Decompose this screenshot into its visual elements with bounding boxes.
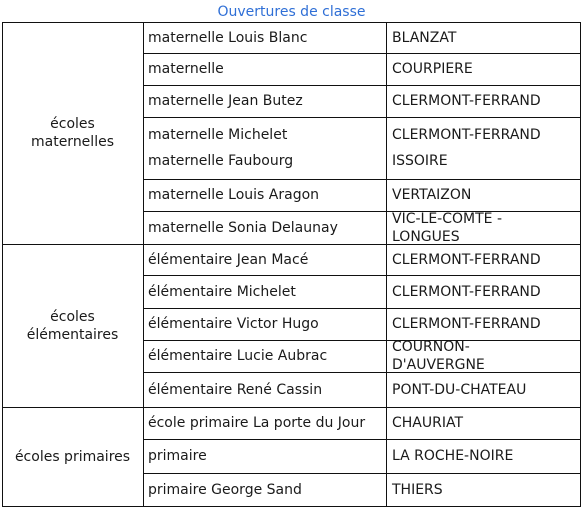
city-name: CLERMONT-FERRAND xyxy=(392,283,541,300)
table-border-top xyxy=(2,22,581,23)
row-divider xyxy=(143,340,581,341)
category-label: écoles xyxy=(50,116,95,132)
city-name: LONGUES xyxy=(392,228,460,245)
school-name: maternelle Louis Aragon xyxy=(148,187,320,203)
row-divider xyxy=(143,53,581,54)
group-divider xyxy=(2,244,581,245)
city-name: VERTAIZON xyxy=(392,187,472,203)
school-name: élémentaire Victor Hugo xyxy=(148,316,319,332)
city-name: CLERMONT-FERRAND xyxy=(392,251,541,268)
school-name: élémentaire Michelet xyxy=(148,283,296,300)
column-divider-2 xyxy=(386,22,387,506)
city-name: THIERS xyxy=(392,481,443,498)
category-label: élémentaires xyxy=(26,326,119,343)
school-name: maternelle Michelet xyxy=(148,127,288,143)
table-title: Ouvertures de classe xyxy=(217,4,366,20)
school-name: élémentaire Jean Macé xyxy=(148,251,309,268)
school-name: maternelle xyxy=(148,61,224,77)
school-name: école primaire La porte du Jour xyxy=(148,415,366,431)
city-name: CHAURIAT xyxy=(392,415,464,431)
school-name: élémentaire René Cassin xyxy=(148,381,323,398)
school-name: maternelle Louis Blanc xyxy=(148,29,308,46)
row-divider xyxy=(143,275,581,276)
city-name: COURNON- xyxy=(392,339,470,355)
school-name: maternelle Faubourg xyxy=(148,153,294,169)
schools-table xyxy=(0,22,583,506)
row-divider xyxy=(143,85,581,86)
city-name: VIC-LE-COMTE - xyxy=(392,210,503,227)
category-label: écoles primaires xyxy=(14,448,131,465)
city-name: PONT-DU-CHATEAU xyxy=(392,381,527,398)
school-name: maternelle Jean Butez xyxy=(148,93,303,109)
row-divider xyxy=(143,473,581,474)
row-divider xyxy=(143,179,581,180)
column-divider-1 xyxy=(143,22,144,506)
city-name: CLERMONT-FERRAND xyxy=(392,127,541,143)
row-divider xyxy=(143,372,581,373)
school-name: primaire xyxy=(148,448,207,464)
city-name: D'AUVERGNE xyxy=(392,357,485,373)
city-name: ISSOIRE xyxy=(392,153,448,169)
city-name: COURPIERE xyxy=(392,61,473,77)
row-divider xyxy=(143,308,581,309)
city-name: BLANZAT xyxy=(392,29,457,46)
group-divider xyxy=(2,407,581,408)
school-name: primaire George Sand xyxy=(148,481,302,498)
city-name: CLERMONT-FERRAND xyxy=(392,316,541,332)
city-name: LA ROCHE-NOIRE xyxy=(392,448,514,464)
school-name: élémentaire Lucie Aubrac xyxy=(148,348,328,364)
school-name: maternelle Sonia Delaunay xyxy=(148,219,338,236)
table-border-left xyxy=(2,22,3,506)
row-divider xyxy=(143,439,581,440)
row-divider xyxy=(143,117,581,118)
city-name: CLERMONT-FERRAND xyxy=(392,93,541,109)
row-divider xyxy=(143,211,581,212)
category-label: écoles xyxy=(50,308,95,325)
table-border-right xyxy=(580,22,581,506)
category-label: maternelles xyxy=(30,134,114,150)
